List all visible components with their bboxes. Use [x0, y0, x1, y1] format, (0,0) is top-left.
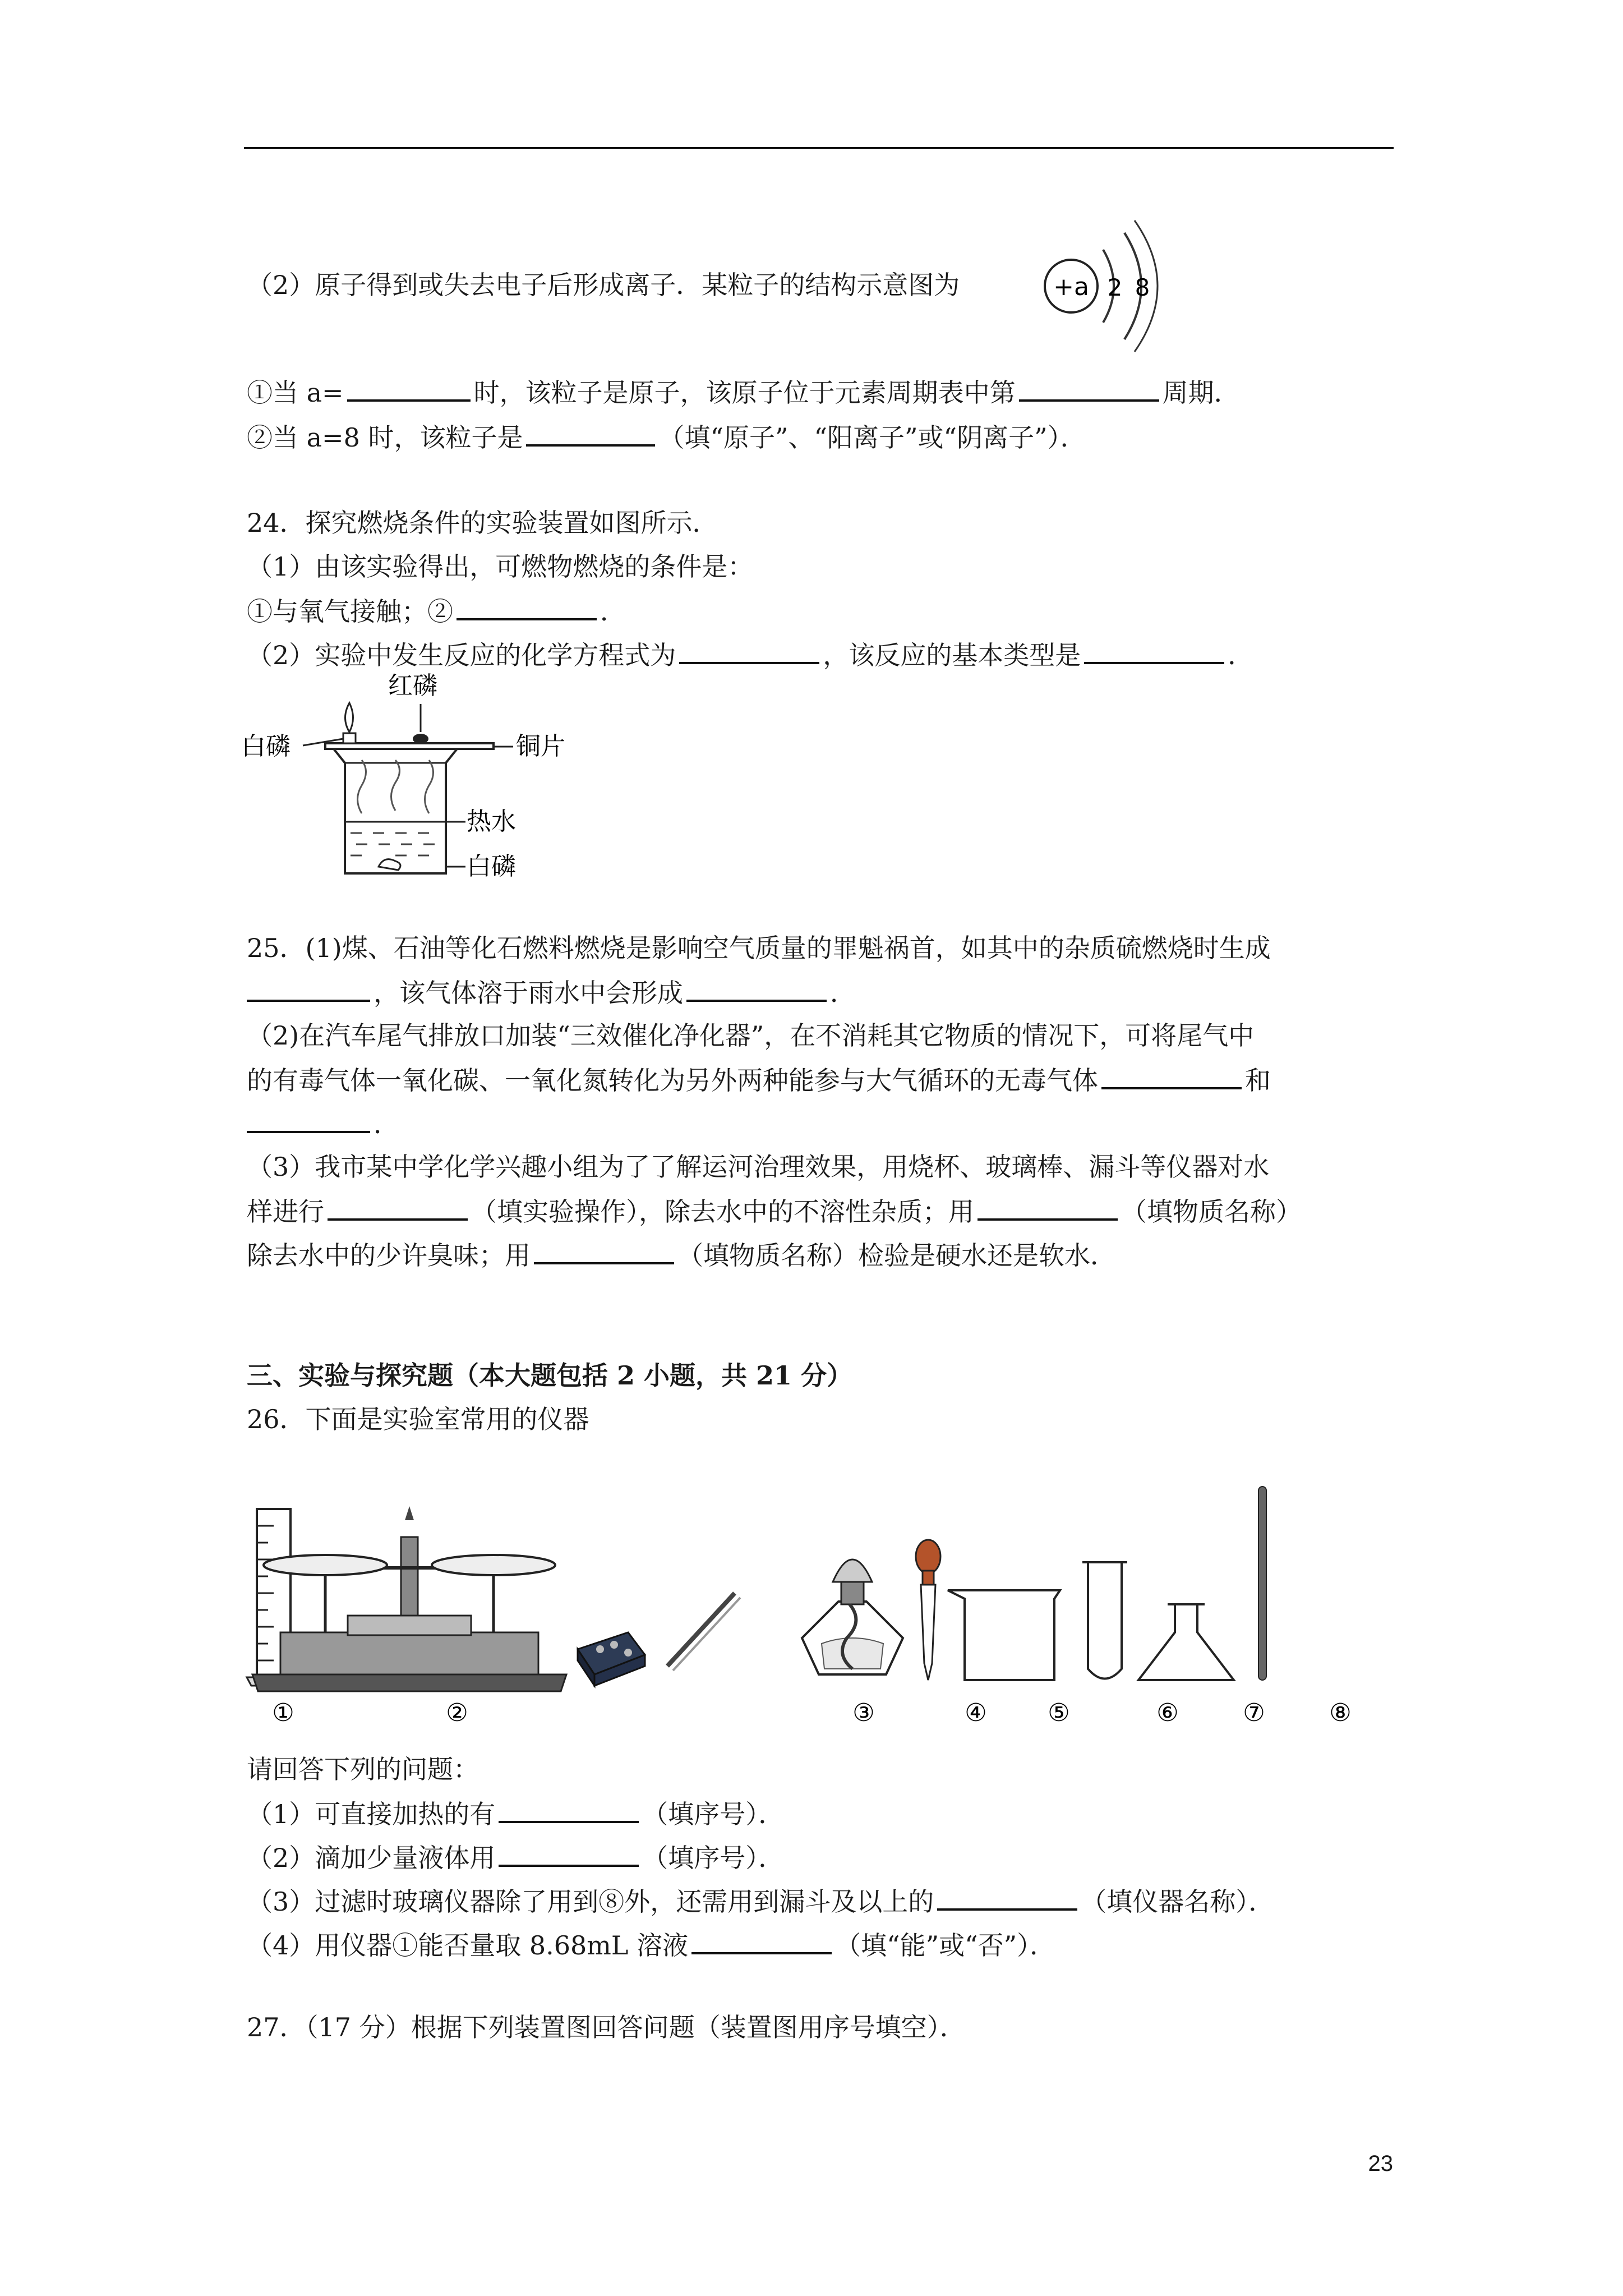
lab-instruments-figure	[241, 1453, 1408, 1745]
water-dashes	[351, 833, 435, 855]
blank-filtration-glassware[interactable]	[937, 1884, 1077, 1911]
q23-item2-text-b: （填“原子”、“阳离子”或“阴离子”）．	[658, 422, 1086, 453]
conical-flask	[1124, 1604, 1234, 1680]
label-hot-water: 热水	[467, 807, 516, 836]
header-rule	[244, 147, 1394, 149]
blank-a-value[interactable]	[347, 375, 471, 402]
instrument-label-3: ③	[852, 1699, 875, 1727]
blank-equation[interactable]	[679, 637, 819, 664]
blank-direct-heating[interactable]	[499, 1796, 639, 1823]
q24-item1-text-a: ①与氧气接触；②	[247, 596, 453, 627]
balance-scale	[252, 1506, 566, 1691]
shell2-count: 8	[1135, 274, 1150, 301]
blank-dropping-liquid[interactable]	[499, 1840, 639, 1867]
q25-line7-text-a: 样进行	[247, 1197, 324, 1227]
instrument-label-5: ⑤	[1048, 1699, 1070, 1727]
label-white-phosphorus-bottom: 白磷	[467, 852, 516, 881]
blank-operation[interactable]	[328, 1194, 468, 1221]
q24-part2	[247, 637, 1253, 672]
q23-item1	[247, 375, 1240, 409]
weights-box	[578, 1632, 645, 1686]
label-white-phosphorus-top: 白磷	[241, 732, 291, 761]
q23-item2	[247, 420, 1086, 454]
nucleus-charge: +a	[1053, 273, 1089, 301]
red-phosphorus	[413, 734, 428, 744]
q24-item1	[247, 593, 626, 628]
q25-line2-text-b: ，该气体溶于雨水中会形成	[374, 978, 683, 1008]
steam-lines	[358, 760, 434, 813]
q24-item1-text-b: ．	[600, 596, 626, 627]
q26-part1	[247, 1796, 784, 1831]
combustion-apparatus	[241, 670, 600, 889]
q24-part1: （1）由该实验得出，可燃物燃烧的条件是：	[247, 551, 754, 582]
q23-item1-text-c: 周期．	[1162, 378, 1240, 408]
label-red-phosphorus: 红磷	[388, 671, 437, 700]
q26-part1-text-a: （1）可直接加热的有	[247, 1799, 496, 1829]
q26-title: 26．下面是实验室常用的仪器	[247, 1404, 589, 1434]
q25-line7-text-c: （填物质名称）	[1121, 1197, 1302, 1227]
q25-line2	[247, 975, 856, 1010]
blank-period[interactable]	[1019, 375, 1159, 402]
flame-icon	[345, 703, 353, 732]
blank-particle-type[interactable]	[526, 420, 655, 447]
ion-structure-diagram	[1040, 216, 1164, 356]
blank-deodorizer[interactable]	[978, 1194, 1118, 1221]
q25-line8	[247, 1237, 1116, 1272]
section3-heading: 三、实验与探究题（本大题包括 2 小题，共 21 分）	[247, 1360, 853, 1391]
white-phosphorus-underwater	[379, 859, 400, 870]
q24-part2-text-a: （2）实验中发生反应的化学方程式为	[247, 640, 676, 670]
q25-line5	[247, 1106, 399, 1141]
instrument-label-8: ⑧	[1329, 1699, 1352, 1727]
q23-item1-text-a: ①当 a=	[247, 378, 344, 408]
q27-title: 27．（17 分）根据下列装置图回答问题（装置图用序号填空）．	[247, 2012, 966, 2042]
blank-hardness-test[interactable]	[534, 1237, 674, 1264]
tweezers	[667, 1593, 740, 1671]
dropper	[916, 1540, 940, 1680]
blank-acid-rain[interactable]	[686, 975, 827, 1002]
q26-part2	[247, 1840, 784, 1875]
blank-combustion-condition[interactable]	[457, 593, 597, 620]
q26-part2-text-b: （填序号）．	[642, 1843, 785, 1873]
alcohol-lamp	[802, 1559, 903, 1674]
q25-line7-text-b: （填实验操作），除去水中的不溶性杂质；用	[471, 1197, 974, 1227]
blank-sulfur-product[interactable]	[247, 975, 370, 1002]
q26-part3-text-a: （3）过滤时玻璃仪器除了用到⑧外，还需用到漏斗及以上的	[247, 1887, 934, 1917]
beaker	[948, 1590, 1060, 1680]
instrument-label-7: ⑦	[1243, 1699, 1265, 1727]
q26-part4-text-b: （填“能”或“否”）．	[835, 1930, 1056, 1961]
white-phosphorus-on-plate	[343, 733, 356, 743]
instrument-label-6: ⑥	[1156, 1699, 1179, 1727]
shell1-count: 2	[1107, 274, 1123, 301]
instrument-label-1: ①	[272, 1699, 294, 1727]
blank-gas-2[interactable]	[247, 1106, 370, 1133]
test-tube	[1082, 1562, 1127, 1679]
q24-part2-text-c: ．	[1228, 640, 1254, 670]
instrument-label-4: ④	[965, 1699, 987, 1727]
q23-part2	[247, 268, 960, 302]
q25-line4-text-a: 的有毒气体一氧化碳、一氧化氮转化为另外两种能参与大气循环的无毒气体	[247, 1065, 1098, 1096]
q26-part4	[247, 1927, 1055, 1962]
q24-title: 24．探究燃烧条件的实验装置如图所示．	[247, 508, 718, 538]
page-number: 23	[1368, 2151, 1393, 2176]
q25-line7	[247, 1194, 1302, 1228]
q25-line6: （3）我市某中学化学兴趣小组为了了解运河治理效果，用烧杯、玻璃棒、漏斗等仪器对水	[247, 1152, 1270, 1182]
glass-rod	[1258, 1487, 1266, 1680]
q23-item2-text-a: ②当 a=8 时，该粒子是	[247, 422, 523, 453]
blank-can-measure[interactable]	[691, 1927, 832, 1954]
q23-part2-text: （2）原子得到或失去电子后形成离子．某粒子的结构示意图为	[247, 270, 960, 300]
q25-line8-text-b: （填物质名称）检验是硬水还是软水．	[677, 1240, 1116, 1271]
q26-part4-text-a: （4）用仪器①能否量取 8.68mL 溶液	[247, 1930, 689, 1961]
q23-item1-text-b: 时，该粒子是原子，该原子位于元素周期表中第	[473, 378, 1016, 408]
q25-line5-text-b: ．	[374, 1109, 399, 1139]
q26-prompt: 请回答下列的问题：	[247, 1754, 479, 1784]
q26-part3	[247, 1884, 1274, 1918]
q25-line4-text-b: 和	[1245, 1065, 1271, 1096]
q25-line3: （2)在汽车尾气排放口加装“三效催化净化器”，在不消耗其它物质的情况下，可将尾气中	[247, 1020, 1255, 1051]
q25-line4	[247, 1062, 1271, 1097]
q26-part3-text-b: （填仪器名称）．	[1081, 1887, 1275, 1917]
q24-part2-text-b: ，该反应的基本类型是	[823, 640, 1081, 670]
blank-reaction-type[interactable]	[1084, 637, 1224, 664]
blank-gas-1[interactable]	[1101, 1062, 1242, 1089]
q26-part2-text-a: （2）滴加少量液体用	[247, 1843, 496, 1873]
instrument-label-2: ②	[446, 1699, 468, 1727]
q26-part1-text-b: （填序号）．	[642, 1799, 785, 1829]
label-copper: 铜片	[516, 732, 565, 761]
q25-line2-text-c: ．	[830, 978, 856, 1008]
q25-line1: 25．(1)煤、石油等化石燃料燃烧是影响空气质量的罪魁祸首，如其中的杂质硫燃烧时生成	[247, 933, 1271, 963]
q25-line8-text-a: 除去水中的少许臭味；用	[247, 1240, 531, 1271]
